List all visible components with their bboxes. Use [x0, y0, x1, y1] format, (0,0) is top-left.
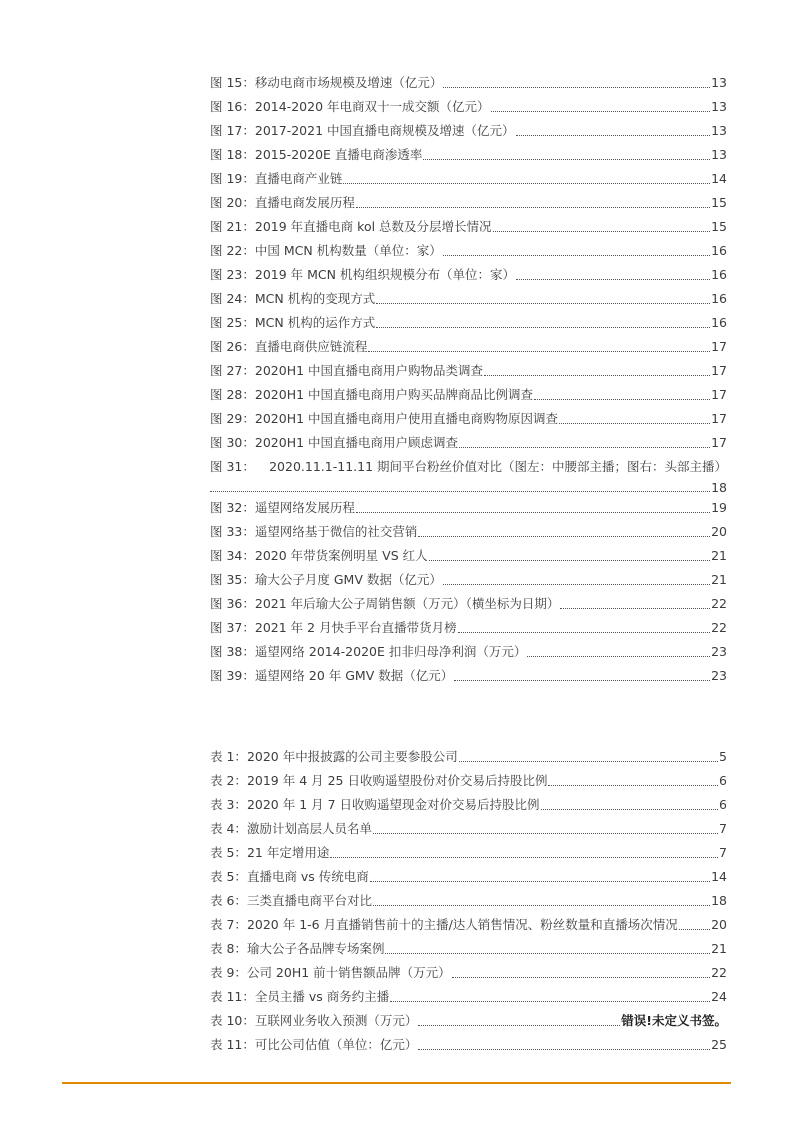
toc-entry-table-11a[interactable] [210, 985, 727, 1009]
dot-leader [458, 631, 711, 633]
entry-label: 图 20：直播电商发展历程 [210, 195, 355, 210]
dot-leader [679, 928, 710, 930]
toc-entry-figure-32[interactable] [210, 496, 727, 520]
entry-label: 表 1：2020 年中报披露的公司主要参股公司 [210, 749, 458, 764]
entry-label: 表 5：直播电商 vs 传统电商 [210, 869, 369, 884]
dot-leader [443, 583, 710, 585]
page-number: 13 [711, 147, 727, 162]
entry-label: 表 11：全员主播 vs 商务约主播 [210, 989, 390, 1004]
page-number: 13 [711, 123, 727, 138]
entry-label: 图 16：2014-2020 年电商双十一成交额（亿元） [210, 99, 490, 114]
page-number: 22 [711, 620, 727, 635]
entry-label: 图 33：遥望网络基于微信的社交营销 [210, 524, 418, 539]
toc-entry-figure-19[interactable] [210, 167, 727, 191]
page-number: 7 [719, 821, 727, 836]
page-number: 24 [711, 989, 727, 1004]
page-number: 19 [711, 500, 727, 515]
toc-entry-figure-17[interactable] [210, 119, 727, 143]
entry-label: 图 15：移动电商市场规模及增速（亿元） [210, 75, 443, 90]
dot-leader [429, 559, 710, 561]
toc-entry-figure-16[interactable] [210, 95, 727, 119]
entry-label: 图 19：直播电商产业链 [210, 171, 343, 186]
toc-entry-table-1[interactable] [210, 745, 727, 769]
toc-entry-table-3[interactable] [210, 793, 727, 817]
entry-label: 图 29：2020H1 中国直播电商用户使用直播电商购物原因调查 [210, 411, 559, 426]
page-number: 22 [711, 596, 727, 611]
page-number: 16 [711, 243, 727, 258]
toc-entry-figure-36[interactable] [210, 592, 727, 616]
toc-entry-figure-22[interactable] [210, 239, 727, 263]
page-number: 23 [711, 668, 727, 683]
dot-leader [493, 230, 711, 232]
entry-label: 表 6：三类直播电商平台对比 [210, 893, 372, 908]
toc-entry-table-8[interactable] [210, 937, 727, 961]
dot-leader [548, 784, 718, 786]
entry-label: 图 17：2017-2021 中国直播电商规模及增速（亿元） [210, 123, 515, 138]
page-number: 16 [711, 291, 727, 306]
footer-divider [62, 1082, 731, 1084]
entry-label: 图 30：2020H1 中国直播电商用户顾虑调查 [210, 435, 459, 450]
dot-leader [443, 254, 710, 256]
page-number: 16 [711, 315, 727, 330]
page-number: 17 [711, 363, 727, 378]
page-number: 17 [711, 411, 727, 426]
toc-entry-table-5[interactable] [210, 841, 727, 865]
dot-leader [370, 880, 710, 882]
page-number: 17 [711, 435, 727, 450]
dot-leader [343, 182, 710, 184]
toc-entry-figure-27[interactable] [210, 359, 727, 383]
dot-leader [454, 679, 710, 681]
page-number: 16 [711, 267, 727, 282]
entry-label: 图 35：瑜大公子月度 GMV 数据（亿元） [210, 572, 442, 587]
toc-entry-table-10[interactable] [210, 1009, 727, 1033]
page-number: 5 [719, 749, 727, 764]
toc-entry-figure-31[interactable] [210, 455, 727, 496]
dot-leader [516, 278, 710, 280]
dot-leader [423, 158, 710, 160]
dot-leader [418, 1048, 710, 1050]
toc-entry-figure-39[interactable] [210, 664, 727, 688]
entry-label: 图 28：2020H1 中国直播电商用户购买品牌商品比例调查 [210, 387, 534, 402]
entry-label: 图 26：直播电商供应链流程 [210, 339, 368, 354]
page-number: 13 [711, 99, 727, 114]
dot-leader [459, 760, 718, 762]
dot-leader [459, 446, 710, 448]
toc-entry-table-11b[interactable] [210, 1033, 727, 1057]
page-number: 23 [711, 644, 727, 659]
toc-entry-figure-33[interactable] [210, 520, 727, 544]
dot-leader [390, 1000, 710, 1002]
toc-entry-figure-29[interactable] [210, 407, 727, 431]
figure-list [210, 71, 727, 688]
dot-leader [373, 832, 718, 834]
table-list [210, 745, 727, 1057]
toc-entry-figure-20[interactable] [210, 191, 727, 215]
dot-leader [491, 110, 711, 112]
page-number: 25 [711, 1037, 727, 1052]
dot-leader [210, 490, 710, 492]
page-number: 6 [719, 773, 727, 788]
dot-leader [356, 206, 710, 208]
page-number: 15 [711, 195, 727, 210]
dot-leader [452, 976, 710, 978]
page-number: 22 [711, 965, 727, 980]
page-number: 20 [711, 917, 727, 932]
entry-label: 图 39：遥望网络 20 年 GMV 数据（亿元） [210, 668, 454, 683]
toc-entry-figure-28[interactable] [210, 383, 727, 407]
dot-leader [443, 86, 710, 88]
page-number: 21 [711, 941, 727, 956]
entry-label: 图 23：2019 年 MCN 机构组织规模分布（单位：家） [210, 267, 515, 282]
toc-entry-table-4[interactable] [210, 817, 727, 841]
dot-leader [376, 302, 710, 304]
page-number: 21 [711, 548, 727, 563]
entry-label: 图 36：2021 年后瑜大公子周销售额（万元）（横坐标为日期） [210, 596, 560, 611]
entry-label: 表 8：瑜大公子各品牌专场案例 [210, 941, 385, 956]
entry-label: 图 32：遥望网络发展历程 [210, 500, 355, 515]
toc-entry-table-9[interactable] [210, 961, 727, 985]
toc-entry-figure-34[interactable] [210, 544, 727, 568]
page-number: 7 [719, 845, 727, 860]
page-number: 14 [711, 171, 727, 186]
entry-label: 表 9：公司 20H1 前十销售额品牌（万元） [210, 965, 451, 980]
entry-label: 表 2：2019 年 4 月 25 日收购遥望股份对价交易后持股比例 [210, 773, 548, 788]
entry-label: 图 31： 2020.11.1-11.11 期间平台粉丝价值对比（图左：中腰部主播；图右：头部主播） [210, 459, 727, 474]
dot-leader [484, 374, 710, 376]
dot-leader [559, 422, 710, 424]
dot-leader [418, 1024, 620, 1026]
dot-leader [418, 535, 710, 537]
entry-label: 图 21：2019 年直播电商 kol 总数及分层增长情况 [210, 219, 492, 234]
page-number: 18 [711, 893, 727, 908]
dot-leader [516, 134, 711, 136]
entry-label: 表 7：2020 年 1-6 月直播销售前十的主播/达人销售情况、粉丝数量和直播场次情况 [210, 917, 678, 932]
toc-entry-figure-26[interactable] [210, 335, 727, 359]
bookmark-error-text: 错误!未定义书签。 [621, 1013, 727, 1028]
dot-leader [356, 511, 710, 513]
dot-leader [560, 607, 710, 609]
page-number: 14 [711, 869, 727, 884]
entry-label: 表 5：21 年定增用途 [210, 845, 330, 860]
toc-entry-figure-25[interactable] [210, 311, 727, 335]
toc-entry-figure-24[interactable] [210, 287, 727, 311]
entry-label: 图 27：2020H1 中国直播电商用户购物品类调查 [210, 363, 484, 378]
page-number: 20 [711, 524, 727, 539]
toc-entry-figure-23[interactable] [210, 263, 727, 287]
toc-entry-figure-30[interactable] [210, 431, 727, 455]
toc-entry-table-6[interactable] [210, 889, 727, 913]
toc-entry-figure-21[interactable] [210, 215, 727, 239]
entry-label: 表 11：可比公司估值（单位：亿元） [210, 1037, 418, 1052]
entry-label: 图 25：MCN 机构的运作方式 [210, 315, 376, 330]
toc-entry-figure-37[interactable] [210, 616, 727, 640]
page-number: 6 [719, 797, 727, 812]
entry-label: 图 18：2015-2020E 直播电商渗透率 [210, 147, 423, 162]
dot-leader [373, 904, 710, 906]
entry-label: 图 34：2020 年带货案例明星 VS 红人 [210, 548, 428, 563]
toc-entry-table-5b[interactable] [210, 865, 727, 889]
page-number: 13 [711, 75, 727, 90]
entry-label: 表 3：2020 年 1 月 7 日收购遥望现金对价交易后持股比例 [210, 797, 540, 812]
toc-entry-figure-38[interactable] [210, 640, 727, 664]
entry-label: 图 22：中国 MCN 机构数量（单位：家） [210, 243, 442, 258]
toc-entry-figure-18[interactable] [210, 143, 727, 167]
entry-label: 表 10：互联网业务收入预测（万元） [210, 1013, 418, 1028]
dot-leader [376, 326, 710, 328]
entry-label: 图 37：2021 年 2 月快手平台直播带货月榜 [210, 620, 457, 635]
toc-entry-table-7[interactable] [210, 913, 727, 937]
dot-leader [534, 398, 710, 400]
dot-leader [330, 856, 718, 858]
dot-leader [527, 655, 710, 657]
toc-entry-figure-15[interactable] [210, 71, 727, 95]
page-number: 17 [711, 339, 727, 354]
dot-leader [385, 952, 710, 954]
dot-leader [541, 808, 719, 810]
toc-entry-table-2[interactable] [210, 769, 727, 793]
page-number: 21 [711, 572, 727, 587]
page-number: 17 [711, 387, 727, 402]
page-number: 18 [711, 480, 727, 495]
entry-label: 表 4：激励计划高层人员名单 [210, 821, 372, 836]
toc-entry-figure-35[interactable] [210, 568, 727, 592]
entry-label: 图 38：遥望网络 2014-2020E 扣非归母净利润（万元） [210, 644, 527, 659]
page-number: 15 [711, 219, 727, 234]
entry-label: 图 24：MCN 机构的变现方式 [210, 291, 376, 306]
dot-leader [368, 350, 710, 352]
